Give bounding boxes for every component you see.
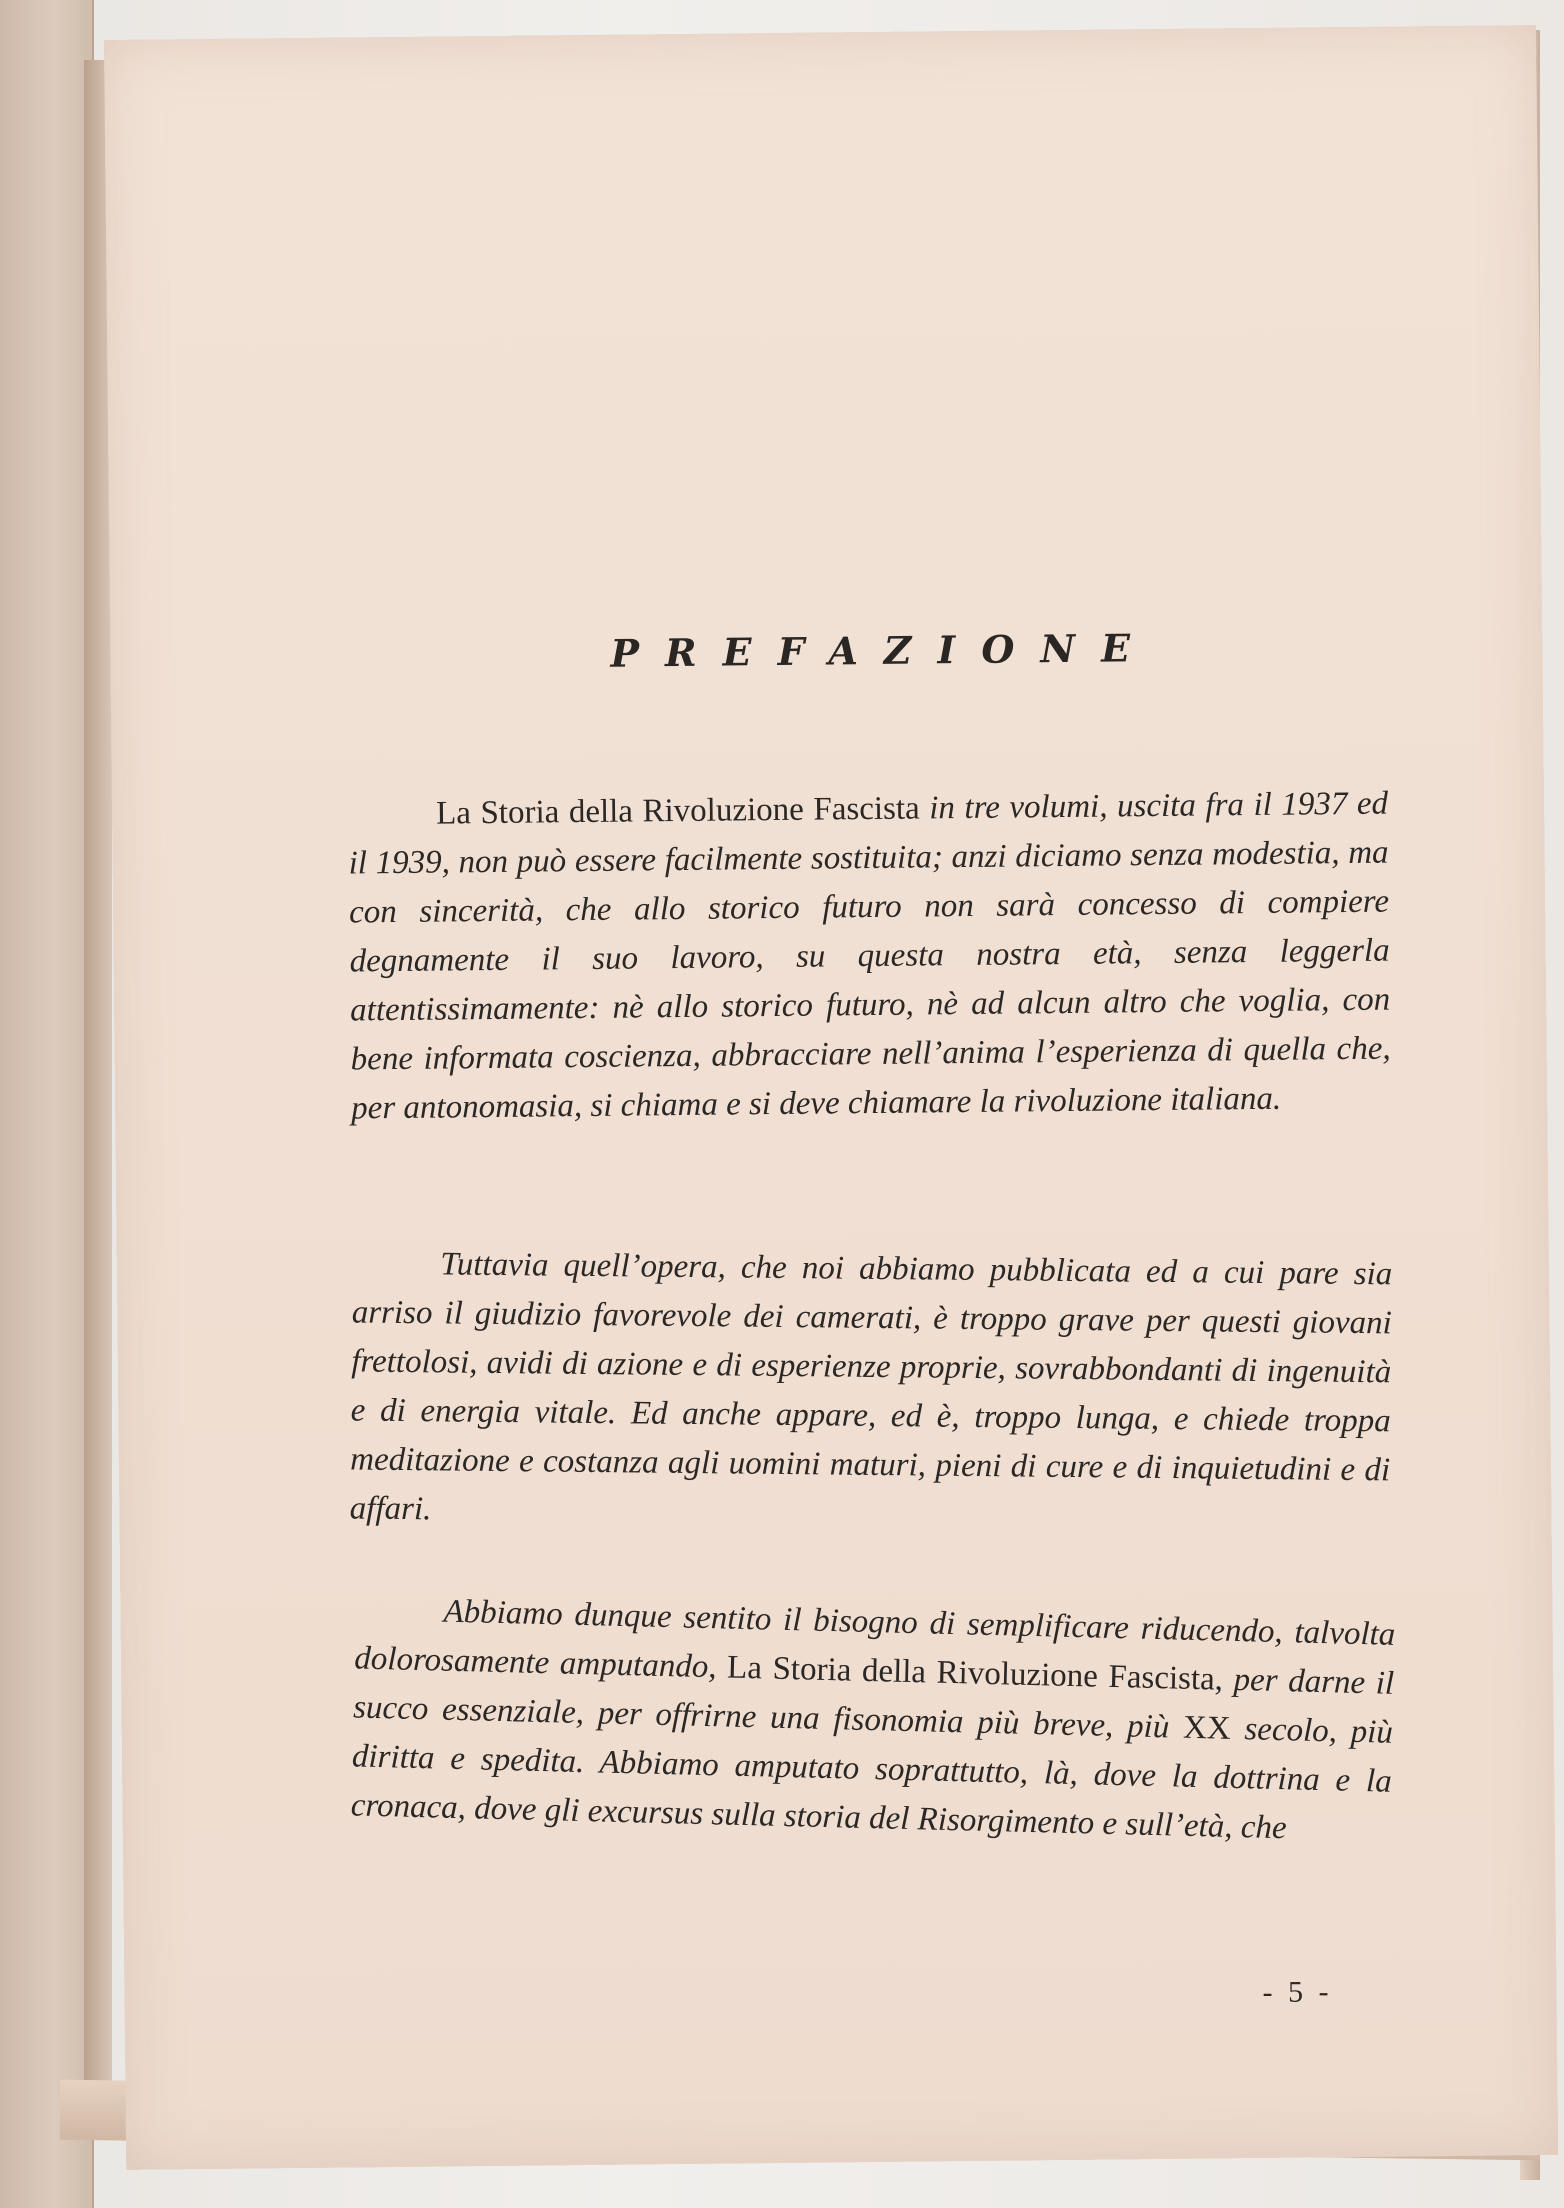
paragraph-3 xyxy=(350,1585,1396,1855)
paragraph-3-text-c: per darne il succo essenziale, per offrirne una fisonomia più breve, più xyxy=(352,1661,1395,1746)
book-page xyxy=(104,25,1558,2170)
page-number: - 5 - xyxy=(1262,1975,1333,2009)
paragraph-1-italic-text: in tre volumi, uscita fra il 1937 ed il 1939, non può essere facilmente sostituita; anzi diciamo senza modestia, ma con sincerità, che allo storico futuro non sarà concesso di compiere degnamente il suo lavoro, su questa nostra età, senza leggerla attentissimamente: nè allo storico futuro, nè ad alcun altro che voglia, con bene informata coscienza, abbracciare nell’anima l’esperienza di quella che, per antonomasia, si chiama e si deve chiamare la rivoluzione italiana. xyxy=(348,785,1391,1127)
paragraph-1-roman-text: La Storia della Rivoluzione Fascista xyxy=(435,790,920,832)
paragraph-3-title-ref: La Storia della Rivoluzione Fascista, xyxy=(716,1649,1224,1698)
paragraph-1 xyxy=(348,780,1392,1134)
paragraph-3-text-a: Abbiamo dunque sentito il bisogno di semplificare riducendo, talvolta dolorosamente amputando, xyxy=(353,1593,1396,1686)
paragraph-2: Tuttavia quell’opera, che noi abbiamo pubblicata ed a cui pare sia arriso il giudizio favorevole dei camerati, è troppo grave per questi giovani frettolosi, avidi di azione e di esperienze proprie, sovrabbondanti di ingenuità e di energia vitale. Ed anche appare, ed è, troppo lunga, e chiede troppa meditazione e costanza agli uomini maturi, pieni di cure e di inquietudini e di affari. xyxy=(349,1246,1393,1528)
previous-page-edge xyxy=(0,0,94,2208)
page-title: PREFAZIONE xyxy=(610,625,1157,676)
paragraph-3-text-e: secolo, più diritta e spedita. Abbiamo amputato soprattutto, là, dove la dottrina e la cronaca, dove gli excursus sulla storia del Risorgimento e sull’età, che xyxy=(350,1711,1394,1847)
paragraph-3-century: XX xyxy=(1168,1709,1245,1748)
